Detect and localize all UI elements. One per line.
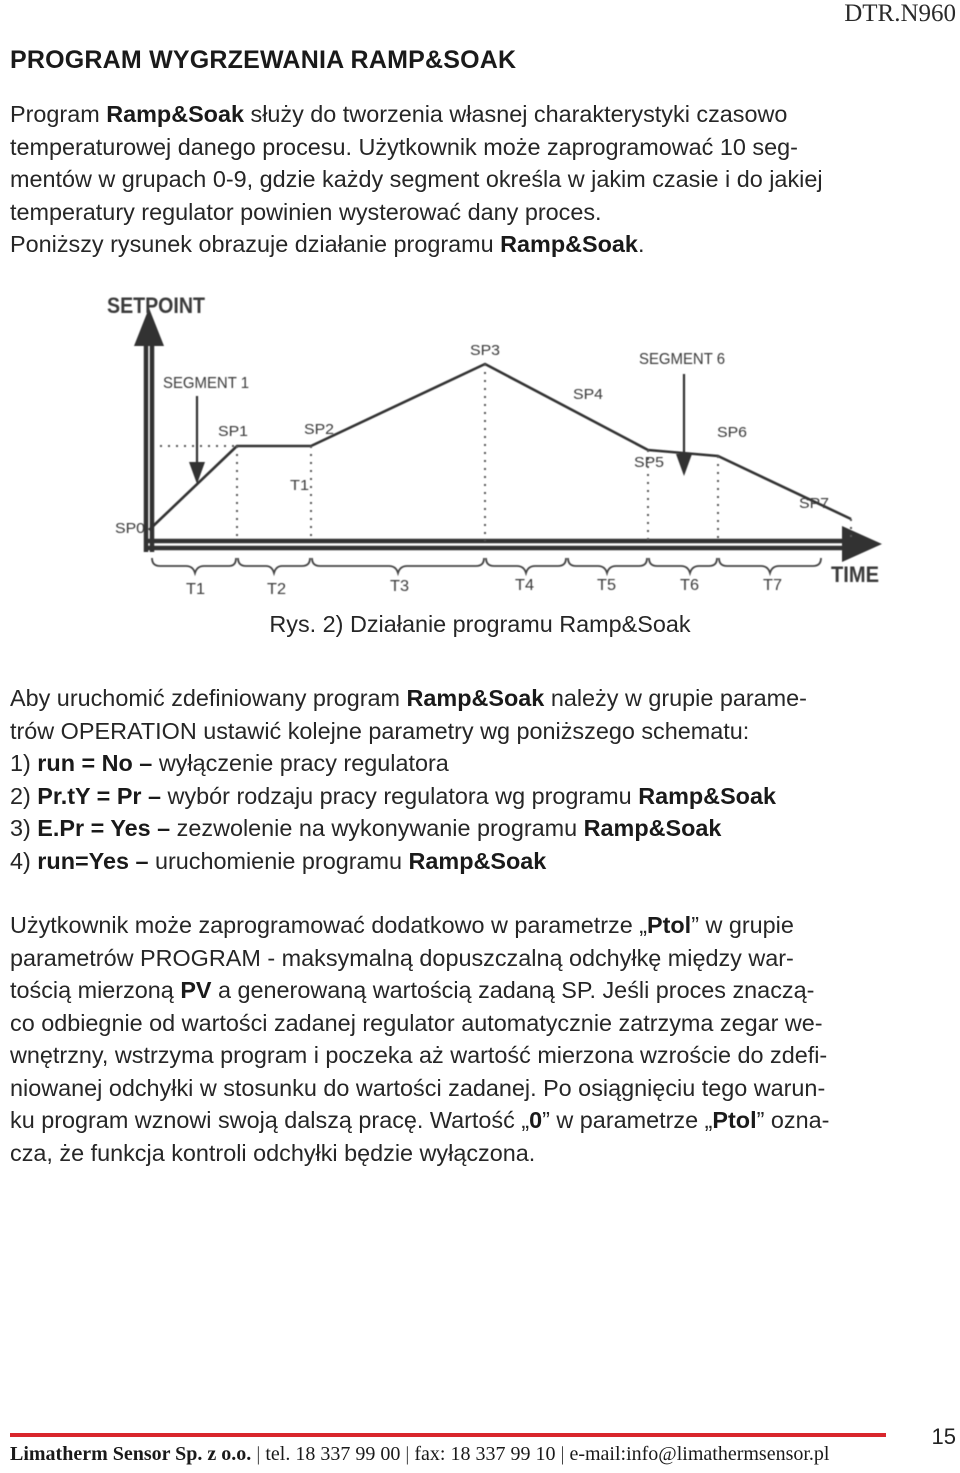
step-description: wyłączenie pracy regulatora <box>152 750 449 776</box>
t1-marker-label: T1 <box>290 477 309 494</box>
footer-email: e-mail:info@limathermsensor.pl <box>569 1443 830 1465</box>
bold-term: Ramp&Soak <box>408 847 547 874</box>
intro-text: Poniższy rysunek obrazuje działanie programu <box>10 231 501 257</box>
section-title: PROGRAM WYGRZEWANIA RAMP&SOAK <box>10 46 517 74</box>
step-description: uruchomienie programu <box>148 847 409 874</box>
document-code: DTR.N960 <box>844 0 956 27</box>
step-description: zezwolenie na wykonywanie programu <box>170 815 584 841</box>
step-number: 3) <box>10 815 38 841</box>
footer-rule <box>10 1433 886 1437</box>
ptol-text: a generowaną wartością zadaną SP. Jeśli proces znaczą- <box>211 977 815 1003</box>
ptol-text: cza, że funkcja kontroli odchyłki będzie wyłączona. <box>10 1139 536 1166</box>
page-number: 15 <box>931 1424 956 1449</box>
interval-brace <box>486 558 566 573</box>
step-parameter: Pr.tY = Pr – <box>37 782 162 809</box>
intro-text: Program <box>10 101 107 127</box>
y-axis <box>134 308 164 552</box>
intro-text: służy do tworzenia własnej charakterystyki czasowo <box>244 101 788 127</box>
interval-brace <box>152 558 236 573</box>
figure-caption: Rys. 2) Działanie programu Ramp&Soak <box>269 611 691 637</box>
ptol-text: tością mierzoną <box>10 977 181 1003</box>
ptol-text: ” w grupie <box>691 912 794 938</box>
steps-text: trów OPERATION ustawić kolejne parametry wg poniższego schematu: <box>10 717 750 744</box>
interval-label: T5 <box>597 577 617 594</box>
step-description: wybór rodzaju pracy regulatora wg programu <box>161 782 639 809</box>
steps-text: Aby uruchomić zdefiniowany program <box>10 685 407 711</box>
interval-brace <box>238 558 310 573</box>
segment-label: SEGMENT 6 <box>639 351 726 368</box>
bold-term: Ramp&Soak <box>638 782 776 809</box>
interval-brace <box>719 558 821 573</box>
interval-label: T4 <box>515 577 535 594</box>
ptol-paragraph <box>10 909 950 1169</box>
ptol-text: ” ozna- <box>756 1107 830 1133</box>
point-label: SP7 <box>799 495 829 512</box>
ptol-text: niowanej odchyłki w stosunku do wartości zadanej. Po osiągnięciu tego warun- <box>10 1074 826 1101</box>
interval-label: T3 <box>390 578 410 595</box>
ptol-text: ku program wznowi swoją dalszą pracę. Wartość „ <box>10 1107 530 1133</box>
ptol-text: Użytkownik może zaprogramować dodatkowo w parametrze „ <box>10 912 647 938</box>
step-parameter: run = No – <box>37 750 153 776</box>
bold-term: Ptol <box>712 1107 757 1133</box>
interval-label: T7 <box>763 577 783 594</box>
bold-term: Ramp&Soak <box>583 815 722 841</box>
footer-separator: | <box>560 1443 565 1465</box>
interval-label: T2 <box>267 581 287 598</box>
bold-term: PV <box>180 977 212 1003</box>
point-label: SP4 <box>573 386 603 403</box>
interval-brace <box>312 558 484 573</box>
bold-term: Ramp&Soak <box>106 101 244 127</box>
footer-phone: tel. 18 337 99 00 <box>265 1443 401 1465</box>
bold-term: Ramp&Soak <box>406 685 545 711</box>
footer-contact <box>10 1443 829 1466</box>
y-axis-label: SETPOINT <box>107 293 206 318</box>
ptol-text: ” w parametrze „ <box>542 1107 713 1133</box>
footer-company: Limatherm Sensor Sp. z o.o. <box>10 1443 252 1465</box>
steps-paragraph <box>10 682 950 877</box>
point-label: SP3 <box>470 342 500 359</box>
interval-brace <box>649 558 717 573</box>
point-label: SP5 <box>634 454 664 471</box>
intro-text: temperaturowej danego procesu. Użytkownik może zaprogramować 10 seg- <box>10 133 798 160</box>
interval-label: T1 <box>186 581 206 598</box>
intro-paragraph <box>10 98 950 261</box>
segment-label: SEGMENT 1 <box>163 375 250 392</box>
segment-6-arrow <box>676 374 692 476</box>
step-number: 2) <box>10 782 38 809</box>
point-label: SP6 <box>717 424 747 441</box>
interval-label: T6 <box>680 577 700 594</box>
intro-text: . <box>637 231 645 257</box>
footer-separator: | <box>256 1443 261 1465</box>
step-number: 1) <box>10 750 38 776</box>
footer-separator: | <box>405 1443 410 1465</box>
ptol-text: wnętrzny, wstrzyma program i poczeka aż wartość mierzona wzroście do zdefi- <box>10 1042 828 1068</box>
ptol-text: parametrów PROGRAM - maksymalną dopuszczalną odchyłkę między war- <box>10 944 794 971</box>
point-label: SP2 <box>304 421 334 438</box>
step-parameter: E.Pr = Yes – <box>37 815 171 841</box>
step-parameter: run=Yes – <box>37 847 149 874</box>
x-axis <box>146 526 882 562</box>
footer-fax: fax: 18 337 99 10 <box>414 1443 556 1465</box>
segment-1-arrow <box>189 396 205 484</box>
interval-brace <box>568 558 647 573</box>
bold-term: Ramp&Soak <box>500 231 638 257</box>
intro-text: temperatury regulator powinien wysterować dany proces. <box>10 198 602 225</box>
bold-term: 0 <box>529 1107 543 1133</box>
bold-term: Ptol <box>647 912 692 938</box>
ptol-text: co odbiegnie od wartości zadanej regulator automatycznie zatrzyma zegar we- <box>10 1009 823 1036</box>
steps-text: należy w grupie parame- <box>544 685 807 711</box>
point-label: SP0 <box>115 520 145 537</box>
point-label: SP1 <box>218 423 248 440</box>
x-axis-label: TIME <box>831 562 879 587</box>
setpoint-profile <box>149 364 851 530</box>
step-number: 4) <box>10 847 38 874</box>
ramp-soak-diagram <box>100 286 890 598</box>
intro-text: mentów w grupach 0-9, gdzie każdy segment określa w jakim czasie i do jakiej <box>10 166 823 192</box>
